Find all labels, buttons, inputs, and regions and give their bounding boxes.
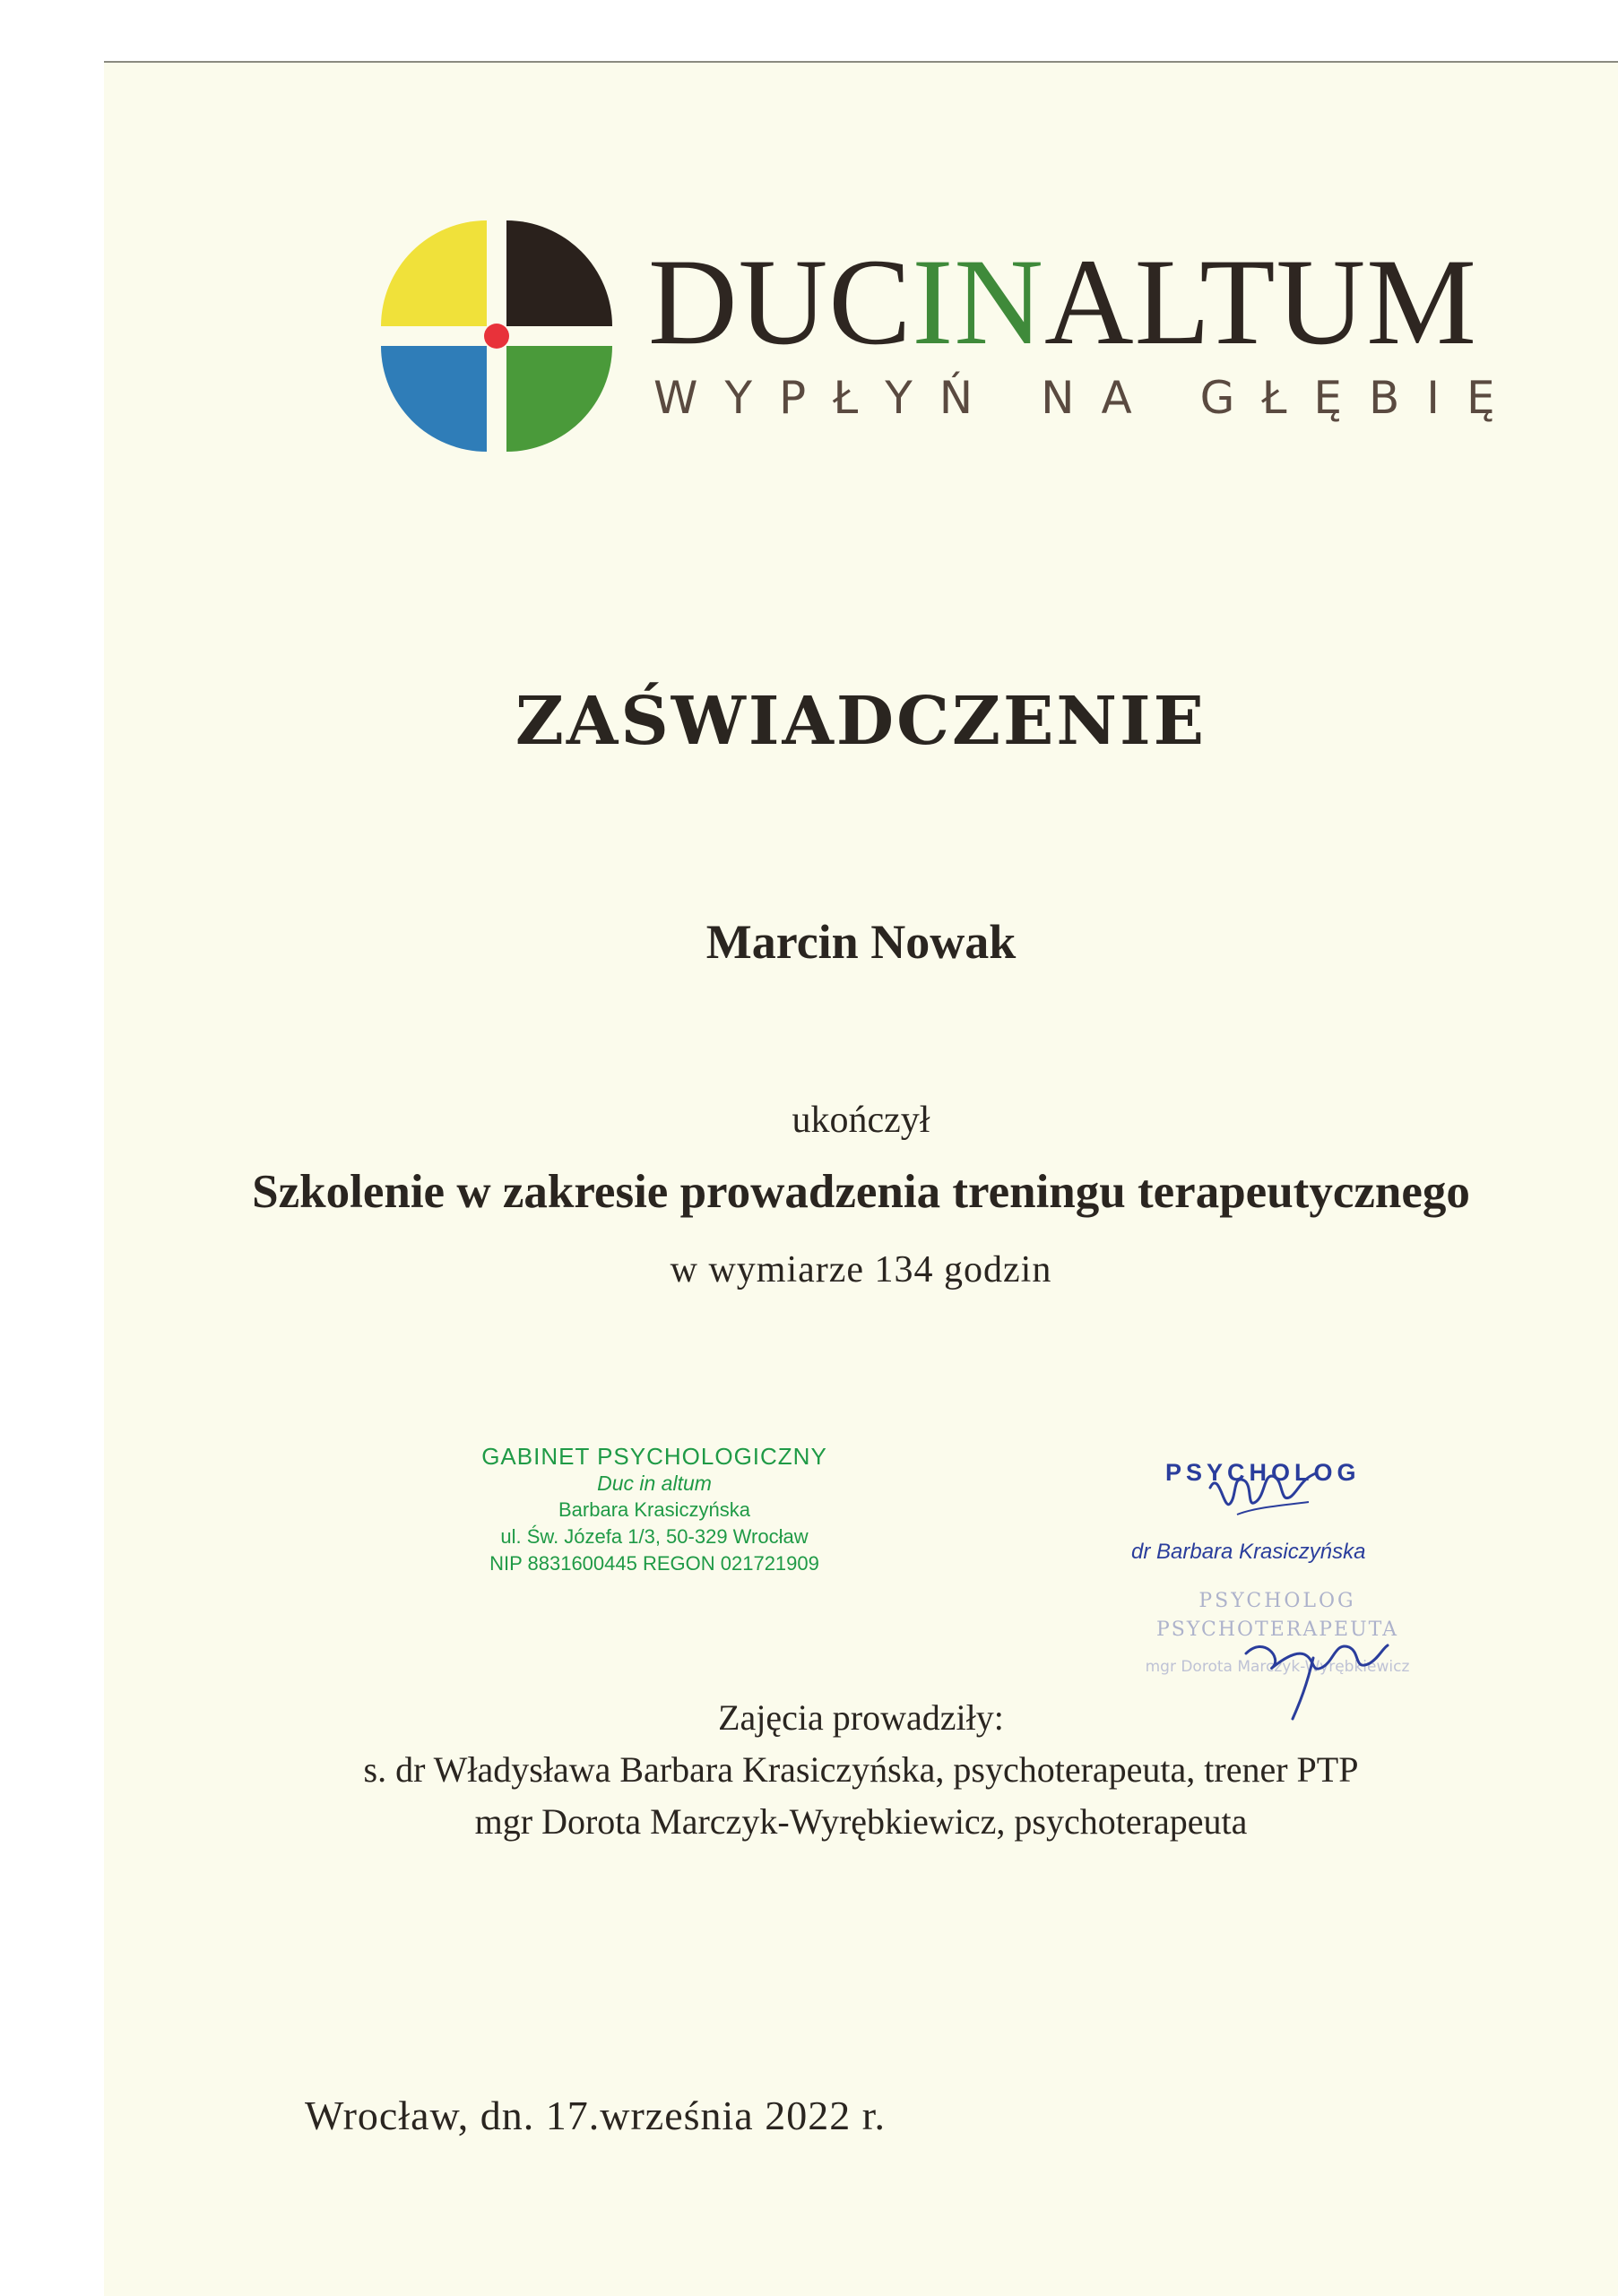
logo-quadrant-dark (506, 220, 612, 326)
office-stamp-line: NIP 8831600445 REGON 021721909 (489, 1552, 819, 1575)
brand-name-part1: DUC (648, 233, 913, 370)
office-stamp-line: GABINET PSYCHOLOGICZNY (481, 1443, 827, 1470)
document-title: ZAŚWIADCZENIE (515, 683, 1207, 760)
recipient-name: Marcin Nowak (705, 915, 1017, 969)
completed-verb: ukończył (792, 1100, 930, 1141)
office-stamp-line: Duc in altum (597, 1472, 712, 1495)
logo-quadrant-yellow (381, 220, 487, 326)
logo-quadrant-green (506, 346, 612, 452)
brand-name-part2: IN (912, 233, 1044, 370)
logo-center-dot (484, 324, 509, 349)
instructors-block (104, 1692, 1618, 1848)
office-stamp-line: ul. Św. Józefa 1/3, 50-329 Wrocław (500, 1525, 809, 1548)
logo-mark (379, 219, 614, 453)
psychologist-stamp-title: PSYCHOLOG (1165, 1459, 1361, 1486)
office-stamp (448, 1443, 861, 1577)
office-stamp-line: Barbara Krasiczyńska (558, 1498, 750, 1521)
logo-quadrant-blue (381, 346, 487, 452)
course-title: Szkolenie w zakresie prowadzenia treningu terapeutycznego (252, 1166, 1470, 1218)
instructor-2: mgr Dorota Marczyk-Wyrębkiewicz, psychoterapeuta (474, 1801, 1248, 1842)
course-hours: w wymiarze 134 godzin (670, 1249, 1052, 1290)
faint-stamp-line: PSYCHOTERAPEUTA (1155, 1618, 1399, 1641)
psychologist-stamp-name: dr Barbara Krasiczyńska (1131, 1540, 1366, 1564)
faint-stamp-line: PSYCHOLOG (1198, 1590, 1356, 1612)
brand-tagline: WYPŁYŃ NA GŁĘBIĘ (653, 372, 1522, 424)
brand-name-part3: ALTUM (1044, 233, 1477, 370)
instructor-1: s. dr Władysława Barbara Krasiczyńska, psychoterapeuta, trener PTP (363, 1749, 1359, 1790)
instructors-heading: Zajęcia prowadziły: (718, 1697, 1004, 1738)
signature-krasiczynska (1201, 1461, 1327, 1523)
brand-name (648, 233, 1477, 370)
faint-stamp-line: mgr Dorota Marczyk-Wyrębkiewicz (1145, 1658, 1410, 1676)
place-and-date: Wrocław, dn. 17.września 2022 r. (305, 2093, 886, 2138)
